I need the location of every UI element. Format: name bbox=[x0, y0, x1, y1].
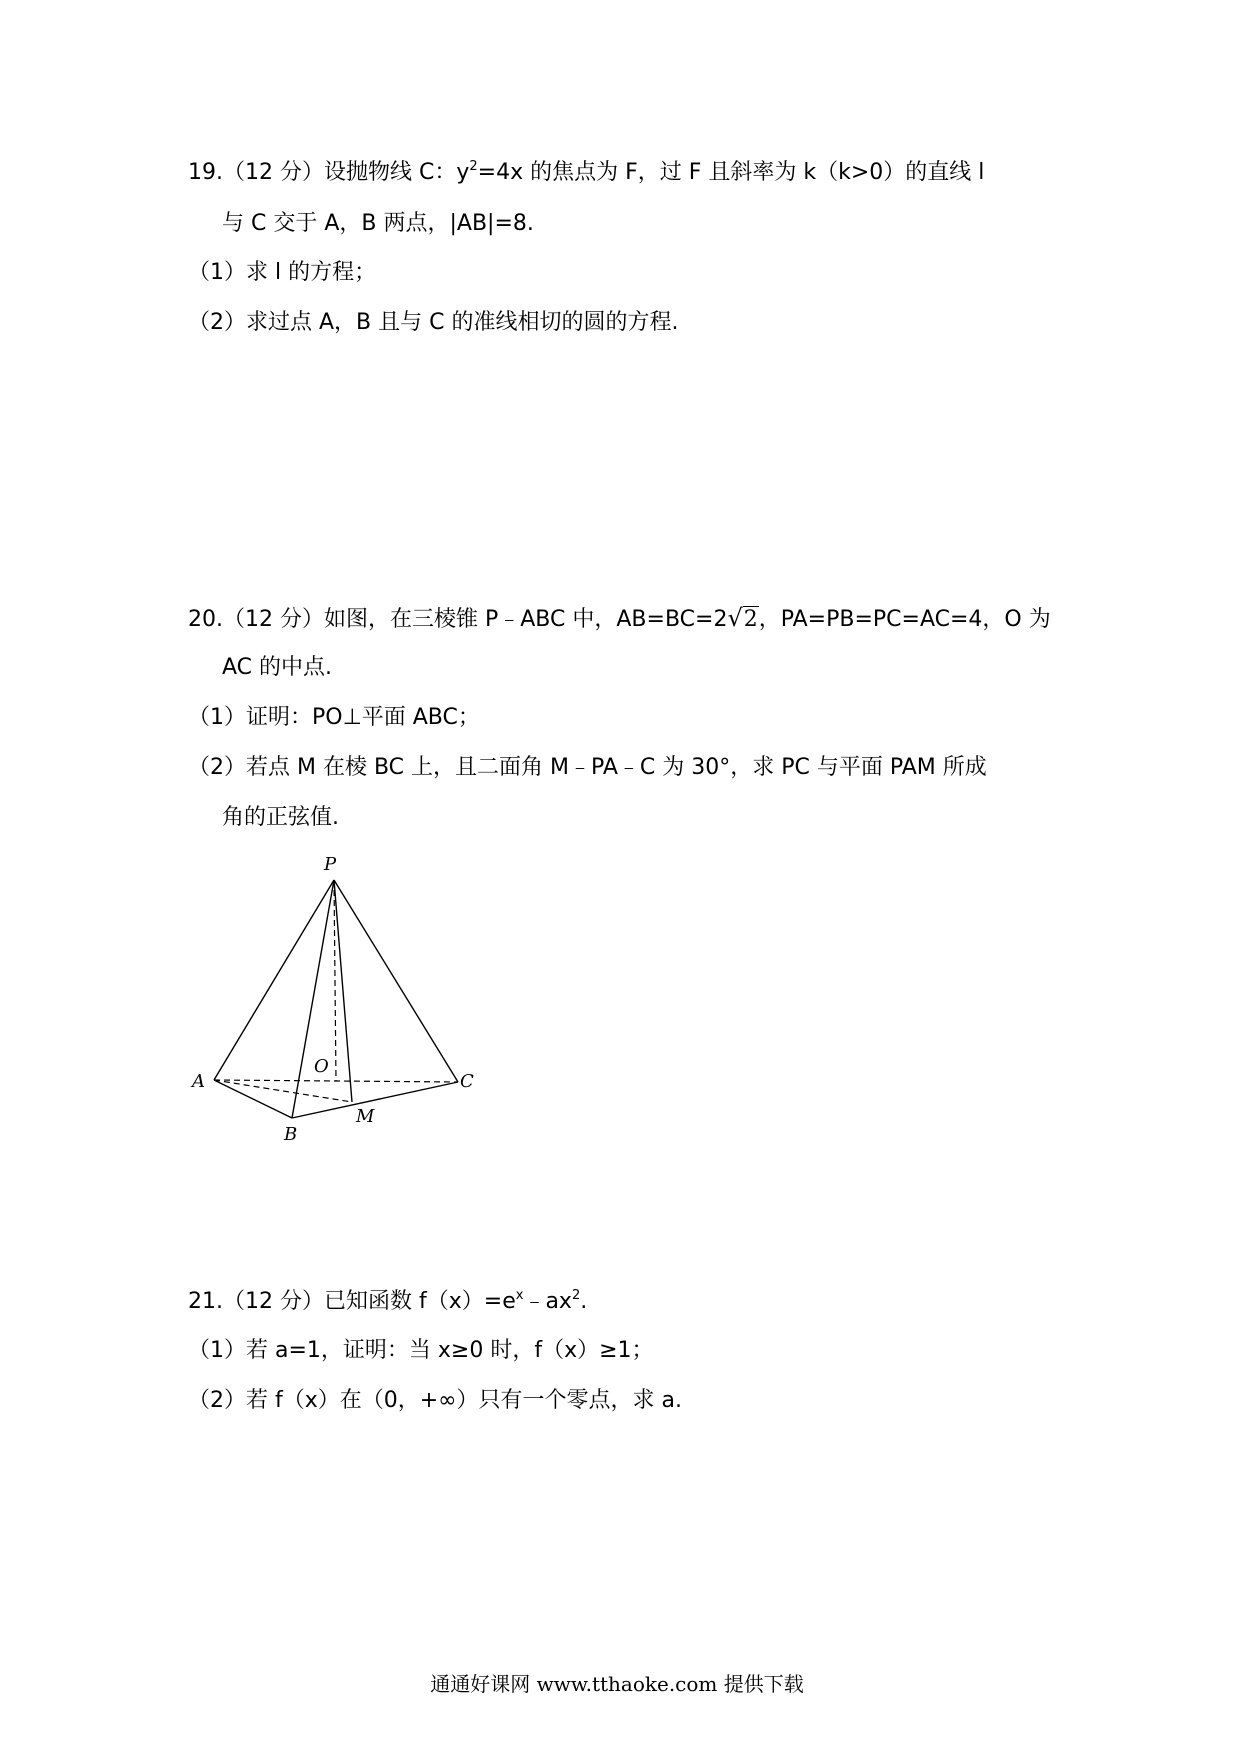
vertex-label-C: C bbox=[460, 1071, 474, 1092]
q21-part2: （2）若 f（x）在（0，+∞）只有一个零点，求 a. bbox=[188, 1388, 682, 1413]
q21-stem-part-b: ﹣ax bbox=[523, 1289, 572, 1314]
q20-part2-line2: 角的正弦值. bbox=[222, 805, 339, 830]
edge-PM bbox=[334, 880, 352, 1102]
point-label-M: M bbox=[356, 1106, 375, 1127]
q21-stem bbox=[188, 1287, 587, 1317]
tetrahedron-figure bbox=[180, 840, 480, 1160]
q20-number: 20. bbox=[188, 607, 223, 632]
vertex-label-A: A bbox=[192, 1071, 205, 1092]
q19-part1: （1）求 l 的方程； bbox=[188, 260, 377, 285]
q21-stem-part-a: 已知函数 f（x）=e bbox=[324, 1289, 516, 1314]
q20-part1: （1）证明：PO⊥平面 ABC； bbox=[188, 705, 480, 730]
q21-exponent-x: x bbox=[515, 1288, 524, 1303]
q21-stem-part-c: . bbox=[580, 1289, 588, 1314]
segment-AM-hidden bbox=[214, 1080, 352, 1102]
q19-stem-line1 bbox=[188, 158, 984, 188]
vertex-label-P: P bbox=[324, 854, 337, 875]
q21-number: 21. bbox=[188, 1289, 223, 1314]
sqrt-expression bbox=[727, 603, 758, 635]
q19-stem-line2: 与 C 交于 A，B 两点，|AB|=8. bbox=[222, 211, 534, 236]
q19-stem-part-b: =4x 的焦点为 F，过 F 且斜率为 k（k>0）的直线 l bbox=[477, 160, 985, 185]
q21-exponent-2: 2 bbox=[571, 1288, 581, 1303]
sqrt-icon: √ bbox=[727, 604, 743, 632]
q20-score: （12 分） bbox=[223, 607, 324, 632]
q20-stem-line2: AC 的中点. bbox=[222, 655, 333, 680]
edge-PC bbox=[334, 880, 458, 1082]
edge-AB bbox=[214, 1080, 292, 1118]
q20-stem-part-b: ，PA=PB=PC=AC=4，O 为 bbox=[758, 607, 1051, 632]
q20-stem-line1 bbox=[188, 603, 1051, 635]
q21-score: （12 分） bbox=[223, 1289, 324, 1314]
q20-stem-part-a: 如图，在三棱锥 P﹣ABC 中，AB=BC=2 bbox=[324, 607, 728, 632]
q21-part1: （1）若 a=1，证明：当 x≥0 时，f（x）≥1； bbox=[188, 1338, 654, 1363]
point-label-O: O bbox=[314, 1056, 329, 1077]
q19-part2: （2）求过点 A，B 且与 C 的准线相切的圆的方程. bbox=[188, 310, 679, 335]
q19-number: 19. bbox=[188, 160, 223, 185]
q19-score: （12 分） bbox=[223, 160, 324, 185]
segment-PO-hidden bbox=[334, 880, 336, 1081]
sqrt-argument: 2 bbox=[743, 607, 758, 632]
q20-part2-line1: （2）若点 M 在棱 BC 上，且二面角 M﹣PA﹣C 为 30°，求 PC 与平面 PAM 所成 bbox=[188, 755, 987, 780]
footer-source: 通通好课网 www.tthaoke.com 提供下载 bbox=[430, 1672, 804, 1696]
vertex-label-B: B bbox=[284, 1124, 298, 1145]
q19-exponent: 2 bbox=[469, 159, 478, 174]
edge-BC bbox=[292, 1082, 458, 1118]
q19-stem-part-a: 设抛物线 C：y bbox=[324, 160, 470, 185]
